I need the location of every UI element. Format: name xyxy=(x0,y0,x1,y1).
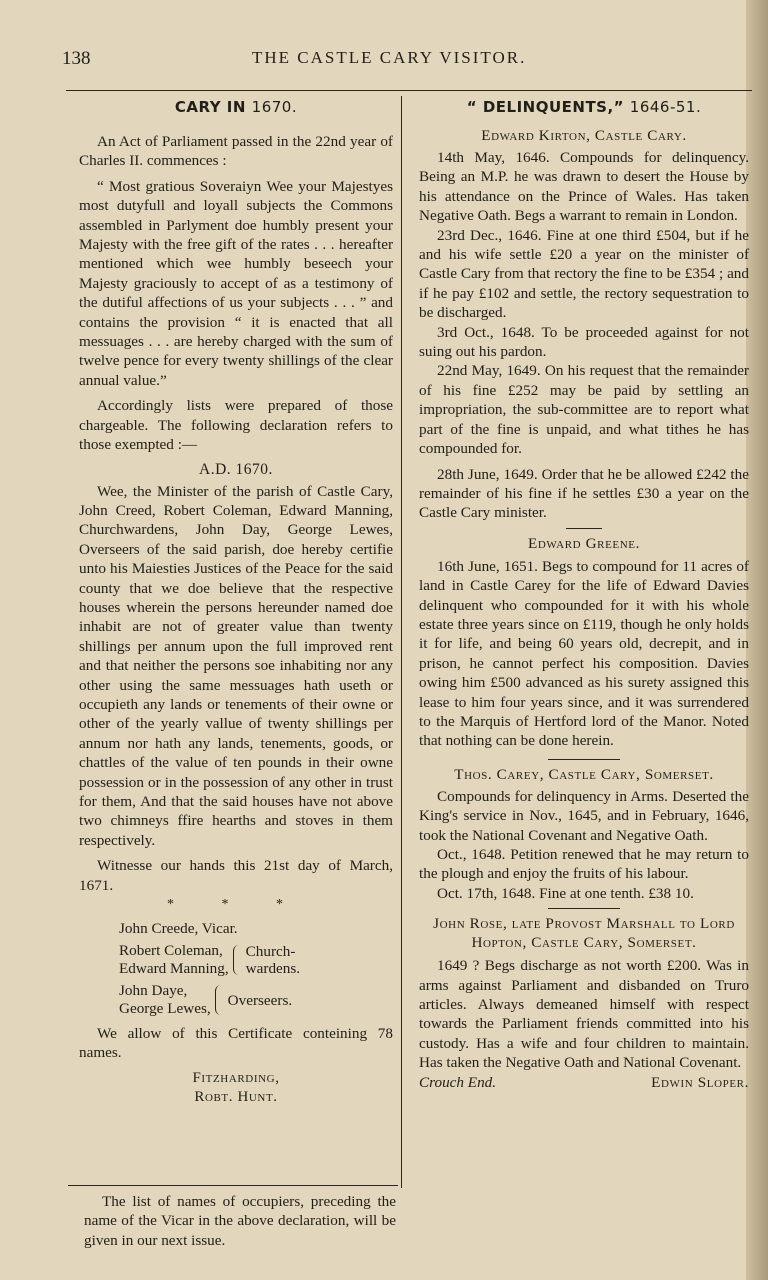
intro-paragraph: An Act of Parliament passed in the 22nd year of Charles II. commences : xyxy=(79,133,393,170)
accordingly-paragraph: Accordingly lists were prepared of those chargeable. The following declaration refers to those exempted :— xyxy=(79,397,393,454)
rose-entry: 1649 ? Begs discharge as not worth £200. Was in arms against Parliament and disbanded on Truro articles. Always demeaned himself with respect towards the Parliament friends committed into his custody. Has a wife and four children to maintain. Has taken the Negative Oath and National Covenant. xyxy=(419,957,749,1072)
notice-text: The list of names of occupiers, preceding the name of the Vicar in the above declaration, will be given in our next issue. xyxy=(84,1193,396,1249)
section-rule xyxy=(566,528,602,529)
author-signoff xyxy=(419,1073,749,1092)
page-edge-shadow xyxy=(746,0,768,1280)
section-rule xyxy=(548,908,620,909)
asterism: * * * xyxy=(167,897,305,913)
running-header xyxy=(62,44,682,74)
declaration-text: Wee, the Minister of the parish of Castle Cary, John Creed, Robert Coleman, Edward Manning, Churchwardens, John Day, George Lewes, Overseers of the said parish, doe hereby certifie unto his Maiesties Justices of the Peace for the said county that we doe believe that the respective houses wherein the persons hereunder named doe inhabit are not of greater value than twenty shillings per annum upon the full improved rent and that neither the persons soe inhabiting nor any other using the same messuages hath useth or occupieth any lands or tenements of their owne or other of the yearly vallue of twenty shillings per annum nor hath any lands, tenements, goods, or chattles of the value of ten pounds in their owne possession or in the possession of any other in trust for them, And that the said houses have not above two chimneys ffire hearths and stoves in them respectively. xyxy=(79,482,393,849)
footnote-rule xyxy=(68,1185,398,1186)
title-words: CARY IN xyxy=(174,98,246,116)
section-heading-kirton: Edward Kirton, Castle Cary. xyxy=(481,127,687,144)
page-number: 138 xyxy=(62,48,91,69)
signoff-place: Crouch End. xyxy=(419,1073,497,1091)
section-heading-rose: John Rose, late Provost Marshall to Lord Hopton, Castle Cary, Somerset. xyxy=(433,915,735,952)
witness-paragraph: Witnesse our hands this 21st day of March, 1671. xyxy=(79,857,393,894)
kirton-entry: 14th May, 1646. Compounds for delinquency. Being an M.P. he was drawn to desert the House by his attendance on the Prince of Wales. Has taken Negative Oath. Begs a warrant to remain in London. xyxy=(419,149,749,225)
header-rule xyxy=(66,90,752,91)
allowance-paragraph: We allow of this Certificate conteining 78 names. xyxy=(79,1025,393,1062)
carey-entry: Oct., 1648. Petition renewed that he may return to the plough and enjoy the fruits of his labour. xyxy=(419,846,749,883)
overseer-name: John Daye, xyxy=(119,982,188,1000)
left-column xyxy=(79,92,393,1107)
title-year: 1670. xyxy=(251,98,298,116)
declaration-subheading: A.D. 1670. xyxy=(199,460,273,478)
role-label: Church- xyxy=(245,943,296,961)
greene-entry: 16th June, 1651. Begs to compound for 11 acres of land in Castle Carey for the life of Edward Davies delinquent who compounded for it with his whole estate three years since on £119, though he only holds it for life, and being 60 years old, decrepit, and in prison, he cannot perfect his composition. Davies owing him £500 advanced as his surety assigned this lease to him four years since, and it was surrendered to the Marquis of Hertford lord of the Manor. Noted that nothing can be done herein. xyxy=(419,557,749,750)
section-heading-greene: Edward Greene. xyxy=(527,534,640,552)
article-title-delinquents xyxy=(419,92,749,118)
brace-icon xyxy=(215,985,224,1015)
overseers-group xyxy=(79,982,393,1018)
vicar-signature: John Creede, Vicar. xyxy=(119,920,238,938)
kirton-entry: 3rd Oct., 1648. To be proceeded against for not suing out his pardon. xyxy=(419,323,749,361)
act-quotation: “ Most gratious Soveraiyn Wee your Majestyes most dutyfull and loyall subjects the Commons assembled in Parlyment doe humbly present your Majesty with the free gift of the rates . . . hereafter mentioned which wee humbly beseech your Majesty graciously to accept of as a testimony of the dutiful affections of us your subjects . . . ” and contains the provision “ it is enacted that all messuages . . . are hereby charged with the sum of twelve pence for every twenty shillings of the clear annual value.” xyxy=(79,177,393,389)
signoff-author: Edwin Sloper. xyxy=(651,1073,749,1091)
carey-entry: Oct. 17th, 1648. Fine at one tenth. £38 10. xyxy=(437,884,694,902)
section-heading-carey: Thos. Carey, Castle Cary, Somerset. xyxy=(454,765,714,783)
journal-title: THE CASTLE CARY VISITOR. xyxy=(252,48,527,67)
kirton-entry: 22nd May, 1649. On his request that the remainder of his fine £252 may be paid by settling an impropriation, the sub-committee are to report what part of the fine is unpaid, and what tithes he has compounded for. xyxy=(419,362,749,458)
right-column xyxy=(419,92,749,1092)
section-rule xyxy=(548,759,620,760)
article-title-cary-1670 xyxy=(79,92,393,118)
justice-signature: Fitzharding, xyxy=(192,1069,280,1086)
kirton-entry: 28th June, 1649. Order that he be allowed £242 the remainder of his fine if he settles £30 a year on the Castle Cary minister. xyxy=(419,465,749,522)
brace-icon xyxy=(233,945,242,975)
carey-entry: Compounds for delinquency in Arms. Deserted the King's service in Nov., 1645, and in February, 1646, took the National Covenant and Negative Oath. xyxy=(419,787,749,844)
churchwarden-name: Robert Coleman, xyxy=(119,942,223,960)
title-words: “ DELINQUENTS,” xyxy=(466,98,625,116)
title-year: 1646-51. xyxy=(629,98,702,116)
next-issue-notice xyxy=(84,1192,396,1250)
overseer-name: George Lewes, xyxy=(119,1000,211,1018)
kirton-entry: 23rd Dec., 1646. Fine at one third £504, but if he and his wife settle £20 a year on the minister of Castle Cary from that rectory the fine to be £354 ; and if he pay £102 and settle, the rectory sequestration to be discharged. xyxy=(419,226,749,322)
column-divider xyxy=(401,96,402,1188)
role-label: Overseers. xyxy=(227,991,293,1009)
justice-signature: Robt. Hunt. xyxy=(194,1088,278,1105)
churchwardens-group xyxy=(79,942,393,978)
role-label: wardens. xyxy=(245,960,301,978)
churchwarden-name: Edward Manning, xyxy=(119,960,229,978)
signatures xyxy=(79,919,393,1018)
